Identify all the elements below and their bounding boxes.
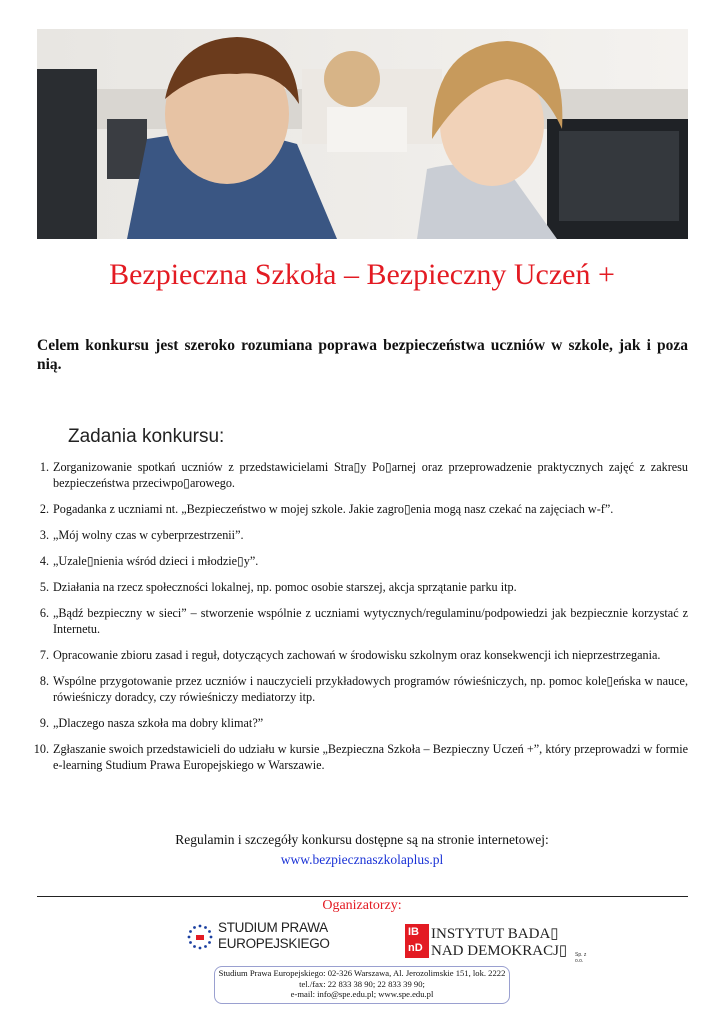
ibnd-logo-line1: INSTYTUT BADA▯ — [431, 926, 559, 942]
spe-logo — [185, 918, 335, 954]
list-item — [37, 528, 688, 554]
list-number: 1. — [39, 460, 49, 474]
list-number: 2. — [39, 502, 49, 516]
eu-stars-icon — [185, 922, 215, 952]
list-text: „Mój wolny czas w cyberprzestrzenii”. — [53, 528, 244, 542]
list-number: 7. — [39, 648, 49, 662]
list-item — [37, 554, 688, 580]
address-box — [214, 966, 510, 1004]
ibnd-logo-suffix: Sp. z o.o. — [575, 952, 587, 964]
rules-note: Regulamin i szczegóły konkursu dostępne są na stronie internetowej: — [175, 832, 549, 847]
tasks-list — [33, 460, 688, 776]
list-item — [37, 674, 688, 716]
list-number: 8. — [39, 674, 49, 688]
list-item — [37, 606, 688, 648]
divider — [37, 896, 688, 897]
list-item — [37, 648, 688, 674]
list-item — [37, 460, 688, 502]
list-item — [37, 580, 688, 606]
address-line1: Studium Prawa Europejskiego: 02-326 Warszawa, Al. Jerozolimskie 151, lok. 2222 — [218, 968, 506, 978]
ibnd-logo-mark — [405, 924, 429, 958]
page-title: Bezpieczna Szkoła – Bezpieczny Uczeń + — [109, 258, 615, 291]
list-number: 5. — [39, 580, 49, 594]
list-text: Działania na rzecz społeczności lokalnej, np. pomoc osobie starszej, akcja sprzątanie parku itp. — [53, 580, 517, 594]
ibnd-mark-top: IB — [408, 926, 419, 938]
spe-logo-line1: STUDIUM PRAWA — [218, 920, 328, 935]
hero-photo — [37, 29, 688, 239]
address-line2: tel./fax: 22 833 38 90; 22 833 39 90; — [299, 978, 425, 989]
list-text: „Dlaczego nasza szkoła ma dobry klimat?” — [53, 716, 264, 730]
list-item — [37, 716, 688, 742]
list-text: „Bądź bezpieczny w sieci” – stworzenie wspólnie z uczniami wytycznych/regulaminu/podpowiedzi jak bezpiecznie korzystać z Internetu. — [53, 606, 688, 636]
tasks-heading: Zadania konkursu: — [68, 426, 225, 447]
list-text: Zorganizowanie spotkań uczniów z przedstawicielami Stra▯y Po▯arnej oraz przeprowadzenie praktycznych zajęć z zakresu bezpieczeństwa przeciwpo▯arowego. — [53, 460, 688, 490]
list-text: Pogadanka z uczniami nt. „Bezpieczeństwo w mojej szkole. Jakie zagro▯enia mogą nasz czekać na zajęciach w-f”. — [53, 502, 614, 516]
organizers-label: Oganizatorzy: — [322, 898, 402, 913]
list-text: Wspólne przygotowanie przez uczniów i nauczycieli przykładowych programów rówieśniczych, np. pomoc kole▯eńska w nauce, rówieśniczy doradcy, czy rówieśniczy mediatorzy itp. — [53, 674, 688, 704]
ibnd-logo-line2: NAD DEMOKRACJ▯ — [431, 943, 568, 959]
list-number: 9. — [39, 716, 49, 730]
website-link[interactable]: www.bezpiecznaszkolaplus.pl — [280, 852, 444, 867]
list-item — [37, 502, 688, 528]
list-number: 3. — [39, 528, 49, 542]
list-text: Zgłaszanie swoich przedstawicieli do udziału w kursie „Bezpieczna Szkoła – Bezpieczny Uczeń +”, który przeprowadzi w formie e-learning Studium Prawa Europejskiego w Warszawie. — [53, 742, 688, 772]
lead-paragraph: Celem konkursu jest szeroko rozumiana poprawa bezpieczeństwa uczniów w szkole, jak i poza nią. — [37, 337, 688, 373]
ibnd-logo — [405, 924, 595, 964]
list-item — [33, 742, 688, 776]
list-number: 4. — [39, 554, 49, 568]
list-text: „Uzale▯nienia wśród dzieci i młodzie▯y”. — [53, 554, 259, 568]
list-number: 10. — [33, 742, 49, 756]
address-line3: e-mail: info@spe.edu.pl; www.spe.edu.pl — [290, 989, 434, 999]
ibnd-mark-bottom: nD — [408, 942, 423, 954]
spe-logo-line2: EUROPEJSKIEGO — [218, 936, 330, 951]
list-number: 6. — [39, 606, 49, 620]
list-text: Opracowanie zbioru zasad i reguł, dotyczących zachowań w środowisku szkolnym oraz konsekwencji ich nieprzestrzegania. — [53, 648, 661, 662]
